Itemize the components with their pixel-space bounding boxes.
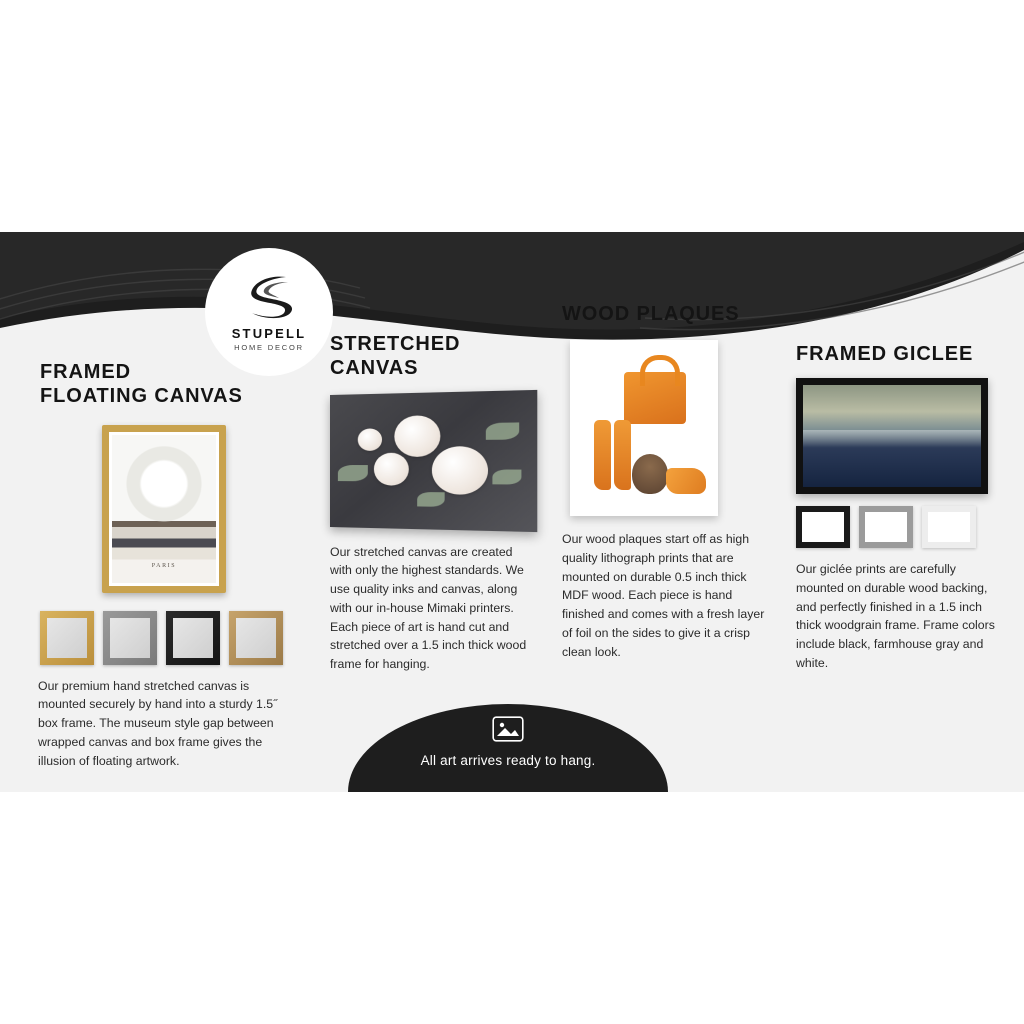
brand-name: STUPELL xyxy=(231,325,307,341)
product-info-panel xyxy=(0,232,1024,792)
frame-color-swatches xyxy=(40,611,290,665)
column-1-title: FRAMED FLOATING CANVAS xyxy=(40,361,243,408)
column-stretched-canvas xyxy=(330,332,530,674)
framed-giclee-image xyxy=(796,378,988,494)
stupell-swoosh-logo-icon xyxy=(242,273,296,324)
column-1-body: Our premium hand stretched canvas is mounted securely by hand into a sturdy 1.5˝ box frame. The museum style gap between wrapped canvas and box frame gives the illusion of floating artwork. xyxy=(38,678,278,768)
swatch-gray[interactable] xyxy=(103,611,157,665)
framed-floating-canvas-image xyxy=(38,419,290,599)
artwork-hydrangea-books xyxy=(112,435,216,583)
artwork-handbag xyxy=(624,372,686,424)
swatch-black[interactable] xyxy=(166,611,220,665)
gold-frame xyxy=(102,425,226,593)
brand-tagline: HOME DECOR xyxy=(234,342,304,352)
artwork-boot-left xyxy=(594,420,611,490)
frame-swatch-white[interactable] xyxy=(922,506,976,548)
stretched-canvas-image xyxy=(330,390,537,532)
artwork-scarf xyxy=(666,468,706,494)
column-2-title: STRETCHED CANVAS xyxy=(330,333,461,380)
brand-logo xyxy=(205,248,333,376)
swatch-woodgrain[interactable] xyxy=(229,611,283,665)
column-wood-plaques xyxy=(562,302,767,661)
frame-swatch-gray[interactable] xyxy=(859,506,913,548)
picture-frame-icon xyxy=(492,716,524,747)
column-3-body: Our wood plaques start off as high quality lithograph prints that are mounted on durable 0.5 inch thick MDF wood. Each piece is hand finished and comes with a fresh layer of foil on the sides to give it a crisp clean look. xyxy=(562,532,765,659)
column-framed-giclee xyxy=(796,342,996,673)
column-3-title: WOOD PLAQUES xyxy=(562,303,740,325)
column-4-body: Our giclée prints are carefully mounted on durable wood backing, and perfectly finished in a 1.5 inch thick woodgrain frame. Frame colors include black, farmhouse gray and white. xyxy=(796,562,995,670)
artwork-dog xyxy=(632,454,668,494)
artwork-boot-right xyxy=(614,420,631,490)
giclee-frame-swatches xyxy=(796,506,996,548)
column-4-title: FRAMED GICLEE xyxy=(796,343,974,365)
banner-text: All art arrives ready to hang. xyxy=(420,753,596,768)
column-framed-floating-canvas xyxy=(38,360,290,770)
column-2-body: Our stretched canvas are created with only the highest standards. We use quality inks and canvas, along with our in-house Mimaki printers. Each piece of art is hand cut and stretched over a 1.5 inch thick wood frame for hanging. xyxy=(330,544,527,671)
frame-swatch-black[interactable] xyxy=(796,506,850,548)
ready-to-hang-banner xyxy=(348,704,668,792)
swatch-gold[interactable] xyxy=(40,611,94,665)
wood-plaque-image xyxy=(570,340,718,516)
